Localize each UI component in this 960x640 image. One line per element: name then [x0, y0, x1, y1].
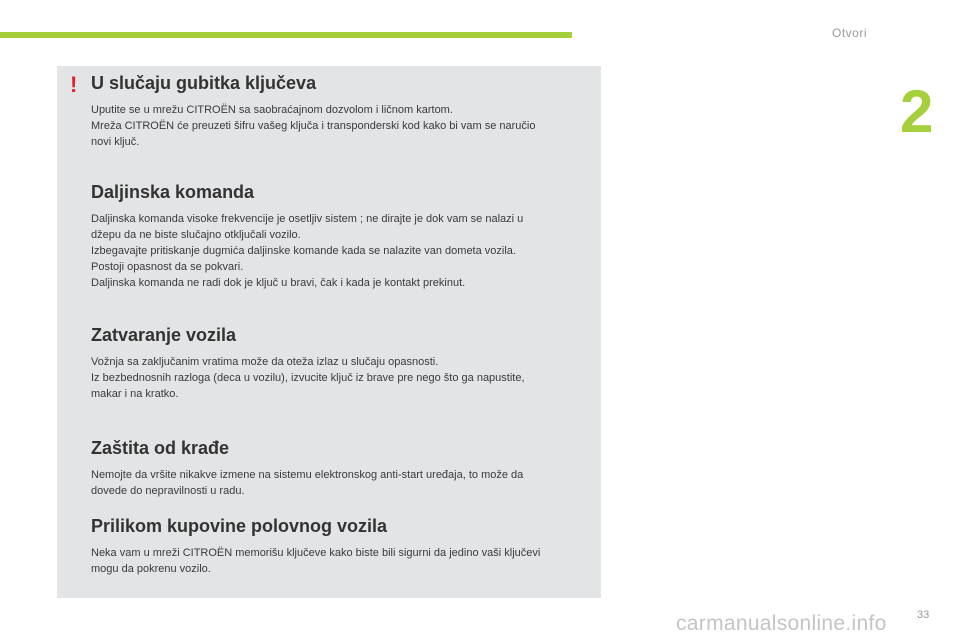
section-title: U slučaju gubitka ključeva — [91, 73, 317, 93]
section-body: Vožnja sa zaključanim vratima može da oteža izlaz u slučaju opasnosti. Iz bezbednosnih razloga (deca u vozilu), izvucite ključ iz brave pre nego što ga napustite, makar i na kratko. — [91, 356, 525, 400]
section-title: Prilikom kupovine polovnog vozila — [91, 516, 388, 536]
section-title: Daljinska komanda — [91, 182, 255, 202]
section-body: Nemojte da vršite nikakve izmene na sistemu elektronskog anti-start uređaja, to može da dovede do nepravilnosti u radu. — [91, 469, 524, 497]
chapter-accent-bar — [0, 32, 572, 38]
page-number: 33 — [917, 609, 930, 621]
section-locking-vehicle — [91, 324, 596, 402]
section-body: Daljinska komanda visoke frekvencije je osetljiv sistem ; ne dirajte je dok vam se nalazi u džepu da ne biste slučajno otključali vozilo. Izbegavajte pritiskanje dugmića daljinske komande kada se nalazite van dometa vozila. Postoji opasnost da se pokvari. Daljinska komanda ne radi dok je ključ u bravi, čak i kada je kontakt prekinut. — [91, 213, 524, 289]
section-body: Uputite se u mrežu CITROËN sa saobraćajnom dozvolom i ličnom kartom. Mreža CITROËN će preuzeti šifru vašeg ključa i transponderski kod kako bi vam se naručio novi ključ. — [91, 104, 536, 148]
section-body: Neka vam u mreži CITROËN memorišu ključeve kako biste bili sigurni da jedino vaši ključevi mogu da pokrenu vozilo. — [91, 547, 541, 575]
warning-icon: ! — [70, 72, 78, 97]
watermark: carmanualsonline.info — [676, 612, 887, 635]
section-anti-theft — [91, 437, 596, 499]
section-title: Zaštita od krađe — [91, 438, 230, 458]
section-lost-keys — [91, 72, 596, 150]
section-title: Zatvaranje vozila — [91, 325, 237, 345]
section-used-vehicle — [91, 515, 596, 577]
chapter-number: 2 — [900, 78, 934, 145]
section-remote-control — [91, 181, 596, 291]
chapter-title: Otvori — [832, 26, 868, 40]
